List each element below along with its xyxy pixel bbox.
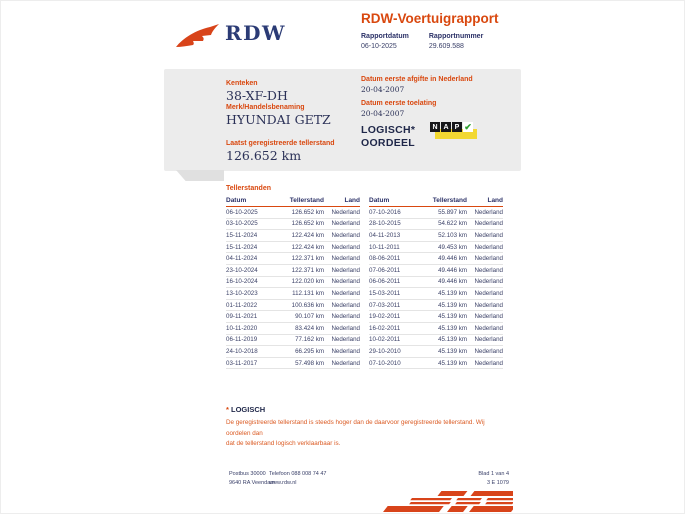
cell-datum: 09-11-2021 (226, 311, 276, 323)
cell-tellerstand: 55.897 km (419, 207, 467, 219)
cell-datum: 06-11-2019 (226, 334, 276, 346)
cell-datum: 03-10-2025 (226, 218, 276, 230)
report-number-field (429, 33, 483, 50)
oordeel-line1: LOGISCH* (361, 124, 416, 136)
report-meta (361, 33, 483, 50)
footnote-heading (226, 405, 508, 414)
cell-land: Nederland (324, 346, 360, 358)
afgifte-value: 20-04-2007 (361, 85, 405, 94)
tellerstand-label: Laatst geregistreerde tellerstand (226, 140, 335, 147)
cell-datum: 15-03-2011 (369, 288, 419, 300)
cell-land: Nederland (324, 334, 360, 346)
column-header-datum: Datum (369, 195, 419, 207)
cell-land: Nederland (467, 207, 503, 219)
cell-land: Nederland (467, 357, 503, 369)
cell-datum: 10-02-2011 (369, 334, 419, 346)
table-row (369, 253, 503, 265)
footer-address-line1: Postbus 30000 (229, 471, 266, 477)
cell-land: Nederland (467, 322, 503, 334)
cell-land: Nederland (467, 253, 503, 265)
table-row (369, 346, 503, 358)
report-number-value: 29.609.588 (428, 43, 464, 50)
column-header-datum: Datum (226, 195, 276, 207)
cell-land: Nederland (467, 311, 503, 323)
cell-tellerstand: 90.107 km (276, 311, 324, 323)
report-date-label: Rapportdatum (361, 33, 409, 40)
nap-checkmark-icon: ✔ (464, 121, 472, 132)
cell-land: Nederland (467, 276, 503, 288)
cell-datum: 16-10-2024 (226, 276, 276, 288)
footnote-text-line2: dat de tellerstand logisch verklaarbaar is. (226, 440, 341, 447)
cell-land: Nederland (467, 288, 503, 300)
afgifte-label: Datum eerste afgifte in Nederland (361, 76, 473, 83)
nap-letter-a: A (441, 122, 451, 132)
table-row (226, 276, 360, 288)
cell-datum: 01-11-2022 (226, 299, 276, 311)
table-row (226, 288, 360, 300)
nap-letter-n: N (430, 122, 440, 132)
logisch-footnote (226, 405, 508, 450)
tellerstanden-section-title: Tellerstanden (226, 185, 271, 192)
cell-tellerstand: 126.652 km (276, 218, 324, 230)
kenteken-label: Kenteken (226, 80, 258, 87)
cell-land: Nederland (324, 253, 360, 265)
cell-tellerstand: 100.636 km (276, 299, 324, 311)
cell-tellerstand: 77.162 km (276, 334, 324, 346)
cell-land: Nederland (324, 241, 360, 253)
cell-land: Nederland (324, 230, 360, 242)
table-row (226, 322, 360, 334)
oordeel-line2: OORDEEL (361, 137, 416, 149)
cell-tellerstand: 45.139 km (419, 288, 467, 300)
cell-tellerstand: 45.139 km (419, 311, 467, 323)
cell-tellerstand: 45.139 km (419, 322, 467, 334)
footer-page-info (439, 470, 509, 488)
table-row (369, 276, 503, 288)
cell-tellerstand: 122.020 km (276, 276, 324, 288)
report-date-field (361, 33, 409, 50)
rdw-logo-wordmark: RDW (225, 21, 286, 45)
table-row (369, 322, 503, 334)
table-row (226, 357, 360, 369)
footer-phone: Telefoon 088 008 74 47 (269, 471, 327, 477)
cell-tellerstand: 49.446 km (419, 276, 467, 288)
cell-tellerstand: 54.622 km (419, 218, 467, 230)
cell-datum: 24-10-2018 (226, 346, 276, 358)
footer-page-number: Blad 1 van 4 (478, 471, 509, 477)
cell-datum: 06-06-2011 (369, 276, 419, 288)
page-title: RDW-Voertuigrapport (361, 11, 499, 26)
footer-form-code: 3 E 1079 (486, 480, 509, 486)
column-header-land: Land (467, 195, 503, 207)
cell-land: Nederland (324, 288, 360, 300)
cell-tellerstand: 45.139 km (419, 357, 467, 369)
cell-land: Nederland (467, 218, 503, 230)
table-row (226, 334, 360, 346)
merk-label: Merk/Handelsbenaming (226, 104, 305, 111)
cell-datum: 13-10-2023 (226, 288, 276, 300)
cell-tellerstand: 45.139 km (419, 334, 467, 346)
cell-tellerstand: 126.652 km (276, 207, 324, 219)
table-row (226, 346, 360, 358)
panel-notch-decoration (176, 170, 224, 181)
cell-land: Nederland (324, 322, 360, 334)
cell-tellerstand: 49.446 km (419, 264, 467, 276)
table-row (369, 357, 503, 369)
cell-tellerstand: 122.424 km (276, 230, 324, 242)
cell-datum: 08-06-2011 (369, 253, 419, 265)
cell-tellerstand: 66.295 km (276, 346, 324, 358)
table-row (226, 218, 360, 230)
footer-address (229, 470, 275, 488)
table-row (226, 207, 360, 219)
cell-datum: 04-11-2024 (226, 253, 276, 265)
cell-datum: 23-10-2024 (226, 264, 276, 276)
tellerstand-value: 126.652 km (226, 148, 302, 163)
column-header-land: Land (324, 195, 360, 207)
nap-logo (430, 122, 478, 141)
kenteken-value: 38-XF-DH (226, 88, 288, 103)
cell-datum: 15-11-2024 (226, 241, 276, 253)
cell-land: Nederland (324, 311, 360, 323)
toelating-value: 20-04-2007 (361, 109, 405, 118)
table-row (369, 207, 503, 219)
table-row (369, 241, 503, 253)
cell-land: Nederland (467, 230, 503, 242)
cell-tellerstand: 52.103 km (419, 230, 467, 242)
cell-datum: 07-06-2011 (369, 264, 419, 276)
cell-tellerstand: 49.453 km (419, 241, 467, 253)
cell-datum: 29-10-2010 (369, 346, 419, 358)
cell-datum: 07-03-2011 (369, 299, 419, 311)
table-row (369, 218, 503, 230)
cell-land: Nederland (467, 241, 503, 253)
tellerstanden-table-left (226, 195, 360, 369)
cell-land: Nederland (467, 346, 503, 358)
cell-tellerstand: 83.424 km (276, 322, 324, 334)
cell-land: Nederland (467, 264, 503, 276)
cell-tellerstand: 122.424 km (276, 241, 324, 253)
table-row (369, 230, 503, 242)
cell-datum: 15-11-2024 (226, 230, 276, 242)
table-row (369, 264, 503, 276)
vehicle-summary-panel (164, 69, 521, 171)
toelating-label: Datum eerste toelating (361, 100, 437, 107)
cell-tellerstand: 45.139 km (419, 299, 467, 311)
table-row (226, 299, 360, 311)
merk-value: HYUNDAI GETZ (226, 112, 331, 127)
cell-land: Nederland (324, 218, 360, 230)
rdw-speed-stripes-decoration (373, 489, 513, 513)
cell-tellerstand: 112.131 km (276, 288, 324, 300)
table-row (226, 241, 360, 253)
rdw-wing-logo-icon (174, 20, 220, 51)
cell-land: Nederland (324, 264, 360, 276)
report-number-label: Rapportnummer (428, 33, 484, 40)
cell-datum: 10-11-2020 (226, 322, 276, 334)
table-row (226, 253, 360, 265)
table-row (226, 311, 360, 323)
footer-website: www.rdw.nl (269, 480, 297, 486)
footer-contact (269, 470, 327, 488)
tellerstanden-table-right (369, 195, 503, 369)
table-row (369, 311, 503, 323)
cell-land: Nederland (467, 334, 503, 346)
cell-datum: 06-10-2025 (226, 207, 276, 219)
table-row (226, 264, 360, 276)
cell-datum: 03-11-2017 (226, 357, 276, 369)
cell-tellerstand: 45.139 km (419, 346, 467, 358)
nap-letter-p: P (452, 122, 462, 132)
tellerstanden-tables (226, 195, 503, 369)
table-row (369, 288, 503, 300)
cell-datum: 19-02-2011 (369, 311, 419, 323)
footnote-asterisk: * (226, 405, 229, 414)
footnote-text-line1: De geregistreerde tellerstand is steeds hoger dan de daarvoor geregistreerde tellerstand. Wij oordelen dan (226, 419, 485, 437)
footnote-title: LOGISCH (228, 405, 266, 414)
cell-land: Nederland (324, 207, 360, 219)
cell-land: Nederland (324, 357, 360, 369)
table-row (369, 334, 503, 346)
table-row (369, 299, 503, 311)
cell-datum: 07-10-2010 (369, 357, 419, 369)
oordeel-verdict (361, 124, 415, 150)
cell-datum: 10-11-2011 (369, 241, 419, 253)
cell-land: Nederland (324, 299, 360, 311)
cell-datum: 04-11-2013 (369, 230, 419, 242)
cell-tellerstand: 122.371 km (276, 264, 324, 276)
report-date-value: 06-10-2025 (361, 43, 397, 50)
cell-tellerstand: 57.498 km (276, 357, 324, 369)
column-header-tellerstand: Tellerstand (419, 195, 467, 207)
cell-datum: 28-10-2015 (369, 218, 419, 230)
cell-land: Nederland (324, 276, 360, 288)
cell-datum: 16-02-2011 (369, 322, 419, 334)
cell-land: Nederland (467, 299, 503, 311)
column-header-tellerstand: Tellerstand (276, 195, 324, 207)
footnote-text (226, 418, 508, 450)
nap-letter-squares (430, 122, 473, 132)
cell-tellerstand: 49.446 km (419, 253, 467, 265)
cell-tellerstand: 122.371 km (276, 253, 324, 265)
table-row (226, 230, 360, 242)
cell-datum: 07-10-2016 (369, 207, 419, 219)
footer-address-line2: 9640 RA Veendam (229, 480, 275, 486)
